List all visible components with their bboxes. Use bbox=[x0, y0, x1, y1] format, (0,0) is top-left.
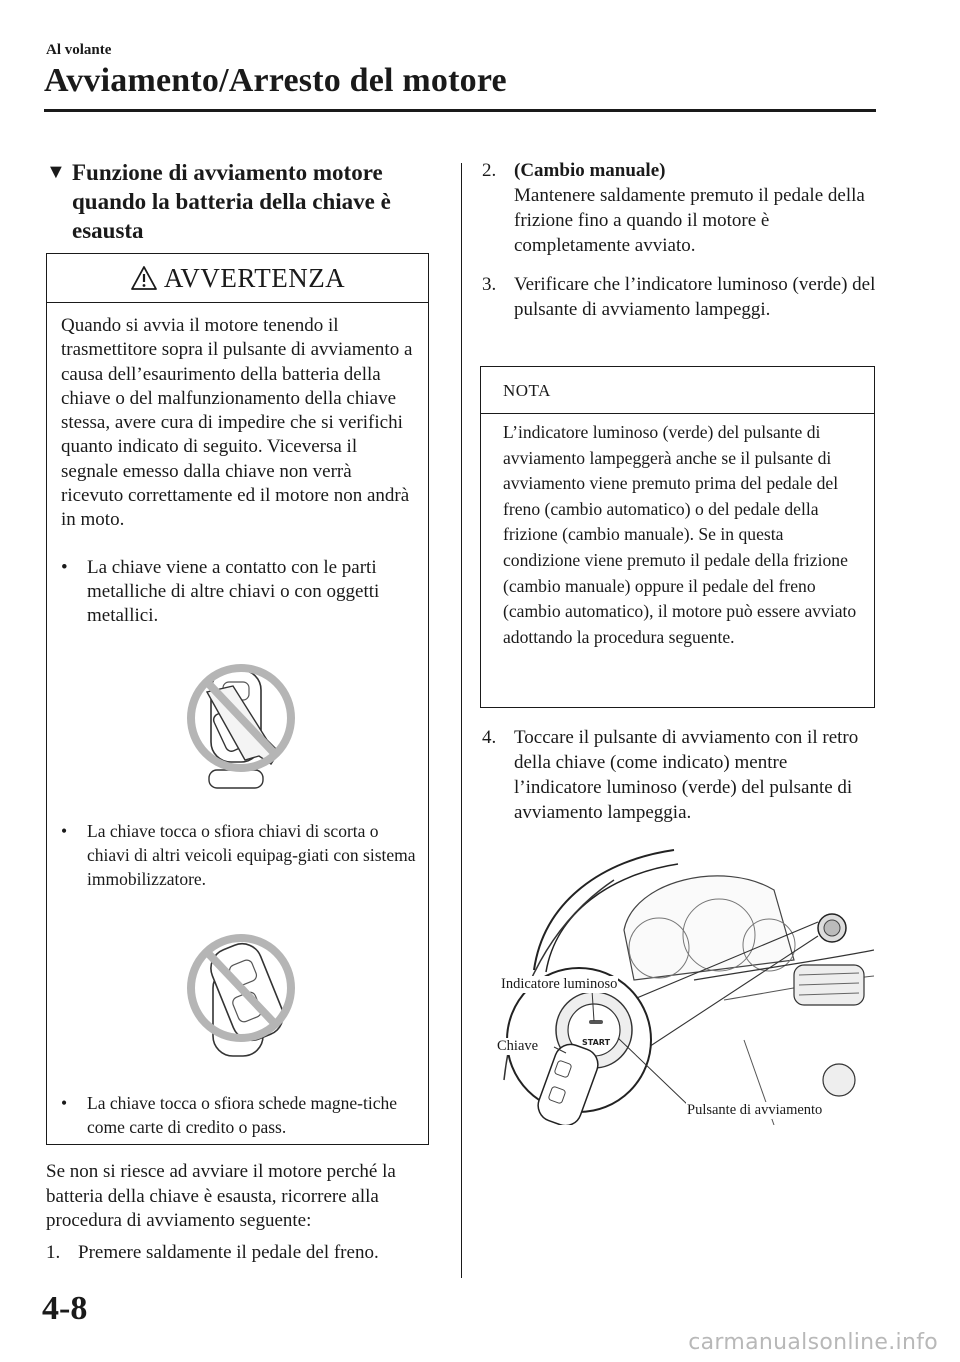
note-box bbox=[480, 366, 875, 708]
warning-triangle-icon bbox=[130, 265, 158, 291]
section-label: Al volante bbox=[46, 42, 112, 58]
step-number: 1. bbox=[46, 1242, 61, 1263]
note-title: NOTA bbox=[503, 381, 551, 400]
step-label: (Cambio manuale) bbox=[514, 160, 666, 181]
warning-bullet-text: La chiave tocca o sfiora schede magne-tiche come carte di credito o pass. bbox=[87, 1093, 397, 1137]
step-2 bbox=[482, 158, 877, 258]
warning-bullet: • La chiave tocca o sfiora chiavi di scorta o chiavi di altri veicoli equipag-giati con sistema immobilizzatore. bbox=[61, 821, 416, 889]
key-contact-image bbox=[183, 652, 303, 792]
warning-bullet: • La chiave viene a contatto con le parti metalliche di altre chiavi o con oggetti metallici. bbox=[61, 556, 417, 628]
step-text: Premere saldamente il pedale del freno. bbox=[78, 1242, 379, 1263]
warning-header bbox=[47, 254, 428, 303]
note-header bbox=[481, 367, 874, 414]
step-number: 2. bbox=[482, 160, 497, 181]
warning-intro: Quando si avvia il motore tenendo il trasmettitore sopra il pulsante di avviamento a causa dell’esaurimento della batteria della chiave o del malfunzionamento della chiave stessa, avere cura di impedire che si verifichi quanto indicato di seguito. Viceversa il segnale emesso dalla chiave non verrà ricevuto correttamente ed il motore non andrà in moto. bbox=[61, 315, 413, 531]
down-triangle-icon: ▼ bbox=[46, 161, 66, 183]
section-heading-text: Funzione di avviamento motore quando la batteria della chiave è esausta bbox=[72, 160, 391, 243]
title-divider bbox=[44, 109, 876, 112]
spare-key-image bbox=[183, 924, 307, 1064]
label-key: Chiave bbox=[497, 1038, 539, 1054]
step-text: Toccare il pulsante di avviamento con il retro della chiave (come indicato) mentre l’indicatore luminoso (verde) del pulsante di avviamento lampeggia. bbox=[514, 727, 859, 823]
watermark: carmanualsonline.info bbox=[688, 1330, 938, 1355]
step-3 bbox=[482, 272, 877, 322]
procedure-intro: Se non si riesce ad avviare il motore perché la batteria della chiave è esausta, ricorrere alla procedura di avviamento seguente: bbox=[46, 1161, 396, 1231]
label-indicator: Indicatore luminoso bbox=[501, 976, 618, 992]
note-text: L’indicatore luminoso (verde) del pulsante di avviamento lampeggerà anche se il pulsante di avviamento viene premuto prima del pedale del freno (cambio automatico) o del pedale della frizione (cambio manuale). Se in questa condizione viene premuto il pedale della frizione (cambio manuale) oppure il pedale del freno (cambio automatico), il motore può essere avviato adottando la procedura seguente. bbox=[503, 422, 857, 647]
step-4 bbox=[482, 725, 877, 825]
column-divider bbox=[461, 163, 462, 1278]
svg-text:START: START bbox=[582, 1038, 611, 1047]
step-text: Mantenere saldamente premuto il pedale della frizione fino a quando il motore è completamente avviato. bbox=[514, 185, 865, 256]
warning-bullet: • La chiave tocca o sfiora schede magne-tiche come carte di credito o pass. bbox=[61, 1091, 417, 1139]
warning-bullet-text: La chiave tocca o sfiora chiavi di scorta o chiavi di altri veicoli equipag-giati con sistema immobilizzatore. bbox=[87, 821, 416, 889]
step-number: 4. bbox=[482, 727, 497, 748]
step-text: Verificare che l’indicatore luminoso (verde) del pulsante di avviamento lampeggi. bbox=[514, 274, 876, 320]
warning-bullet-text: La chiave viene a contatto con le parti metalliche di altre chiavi o con oggetti metallici. bbox=[87, 557, 380, 626]
step-1 bbox=[46, 1240, 446, 1265]
warning-title: AVVERTENZA bbox=[163, 262, 346, 293]
label-start-button: Pulsante di avviamento bbox=[687, 1102, 823, 1118]
start-button-figure bbox=[494, 840, 874, 1125]
warning-box bbox=[46, 253, 429, 1145]
step-number: 3. bbox=[482, 274, 497, 295]
page-title: Avviamento/Arresto del motore bbox=[44, 62, 507, 99]
section-heading bbox=[46, 158, 436, 245]
page-number: 4-8 bbox=[42, 1290, 88, 1327]
